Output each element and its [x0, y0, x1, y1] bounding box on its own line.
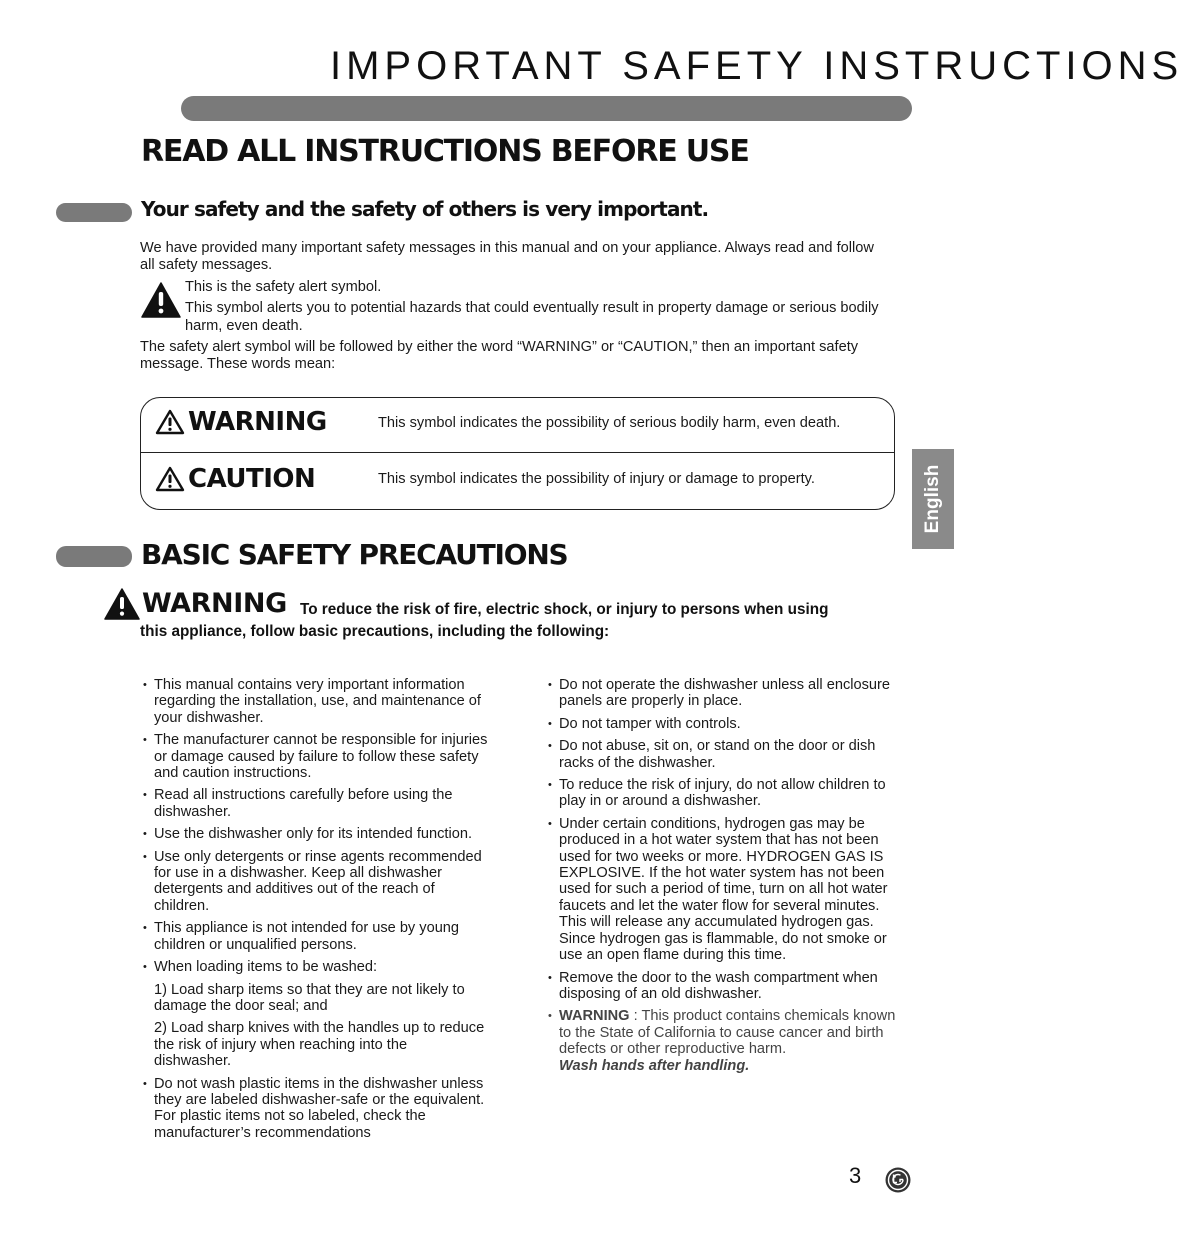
page-header-title: IMPORTANT SAFETY INSTRUCTIONS	[330, 44, 1183, 88]
caution-alert-icon	[156, 467, 184, 491]
list-item: • The manufacturer cannot be responsible for injuries or damage caused by failure to follow these safety and caution instructions.	[143, 732, 488, 781]
list-item: • Remove the door to the wash compartment when disposing of an old dishwasher.	[548, 970, 903, 1003]
list-item: • Do not operate the dishwasher unless all enclosure panels are properly in place.	[548, 677, 903, 710]
list-item: • Do not wash plastic items in the dishwasher unless they are labeled dishwasher-safe or the equivalent. For plastic items not so labeled, check the manufacturer’s recommendations	[143, 1076, 488, 1142]
list-item: • Use the dishwasher only for its intended function.	[143, 826, 488, 842]
page-number: 3	[849, 1163, 862, 1188]
list-item: • Do not tamper with controls.	[548, 716, 903, 732]
caution-description: This symbol indicates the possibility of injury or damage to property.	[378, 471, 815, 487]
list-item: • This appliance is not intended for use by young children or unqualified persons.	[143, 920, 488, 953]
intro-paragraph: We have provided many important safety messages in this manual and on your appliance. Always read and follow all safety messages.	[140, 240, 874, 274]
warning-signal-word	[156, 407, 327, 437]
list-item: • To reduce the risk of injury, do not allow children to play in or around a dishwasher.	[548, 777, 903, 810]
main-heading: READ ALL INSTRUCTIONS BEFORE USE	[141, 134, 749, 169]
list-item: • When loading items to be washed:	[143, 959, 488, 975]
warning-alert-icon	[104, 588, 140, 620]
prop65-text: : This product contains chemicals known to the State of California to cause cancer and birth defects or other reproductive harm.	[559, 1008, 896, 1058]
symbol-line-2: This symbol alerts you to potential hazards that could eventually result in property damage or serious bodily harm, even death.	[185, 300, 879, 334]
section-marker-pill	[56, 546, 132, 567]
list-item: • This manual contains very important information regarding the installation, use, and maintenance of your dishwasher.	[143, 677, 488, 726]
warning-description: This symbol indicates the possibility of serious bodily harm, even death.	[378, 415, 841, 431]
signal-box-divider	[141, 452, 894, 453]
warning-word: WARNING	[188, 407, 327, 437]
language-tab	[912, 449, 954, 549]
symbol-line-1: This is the safety alert symbol.	[185, 279, 382, 295]
list-item: • Read all instructions carefully before using the dishwasher.	[143, 787, 488, 820]
basic-warning-lead-line-2: this appliance, follow basic precautions, including the following:	[140, 623, 610, 640]
precautions-left-column	[143, 677, 488, 1147]
caution-signal-word	[156, 464, 315, 494]
safety-alert-icon	[141, 282, 181, 318]
prop65-emphasis: Wash hands after handling.	[559, 1057, 750, 1074]
sub-list-item: 1) Load sharp items so that they are not likely to damage the door seal; and	[154, 981, 465, 1014]
basic-warning-lead-line-1: To reduce the risk of fire, electric shock, or injury to persons when using	[300, 601, 829, 618]
language-tab-label: English	[922, 464, 943, 534]
lg-logo-icon	[885, 1167, 911, 1193]
list-item: • Do not abuse, sit on, or stand on the door or dish racks of the dishwasher.	[548, 738, 903, 771]
caution-word: CAUTION	[188, 464, 316, 494]
signal-words-intro: The safety alert symbol will be followed by either the word “WARNING” or “CAUTION,” then an important safety message. These words mean:	[140, 339, 859, 373]
basic-safety-heading: BASIC SAFETY PRECAUTIONS	[141, 538, 568, 571]
list-item: • Use only detergents or rinse agents recommended for use in a dishwasher. Keep all dishwasher detergents and additives out of the reach of children.	[143, 849, 488, 915]
prop65-label: WARNING	[559, 1008, 630, 1025]
precautions-right-column	[548, 677, 903, 1080]
basic-warning-word: WARNING	[142, 588, 287, 619]
warning-alert-icon	[156, 410, 184, 434]
safety-subheading: Your safety and the safety of others is very important.	[141, 197, 709, 221]
list-item: • Under certain conditions, hydrogen gas may be produced in a hot water system that has not been used for two weeks or more. HYDROGEN GAS IS EXPLOSIVE. If the hot water system has not been used for such a period of time, turn on all hot water faucets and let the water flow for several minutes. This will release any accumulated hydrogen gas. Since hydrogen gas is flammable, do not smoke or use an open flame during this time.	[548, 816, 903, 964]
sub-list-item: 2) Load sharp knives with the handles up to reduce the risk of injury when reaching into the dishwasher.	[154, 1020, 485, 1070]
header-bar	[181, 96, 912, 121]
prop65-warning-item	[548, 1008, 903, 1074]
symbol-description	[185, 279, 885, 339]
section-marker-pill	[56, 203, 132, 222]
